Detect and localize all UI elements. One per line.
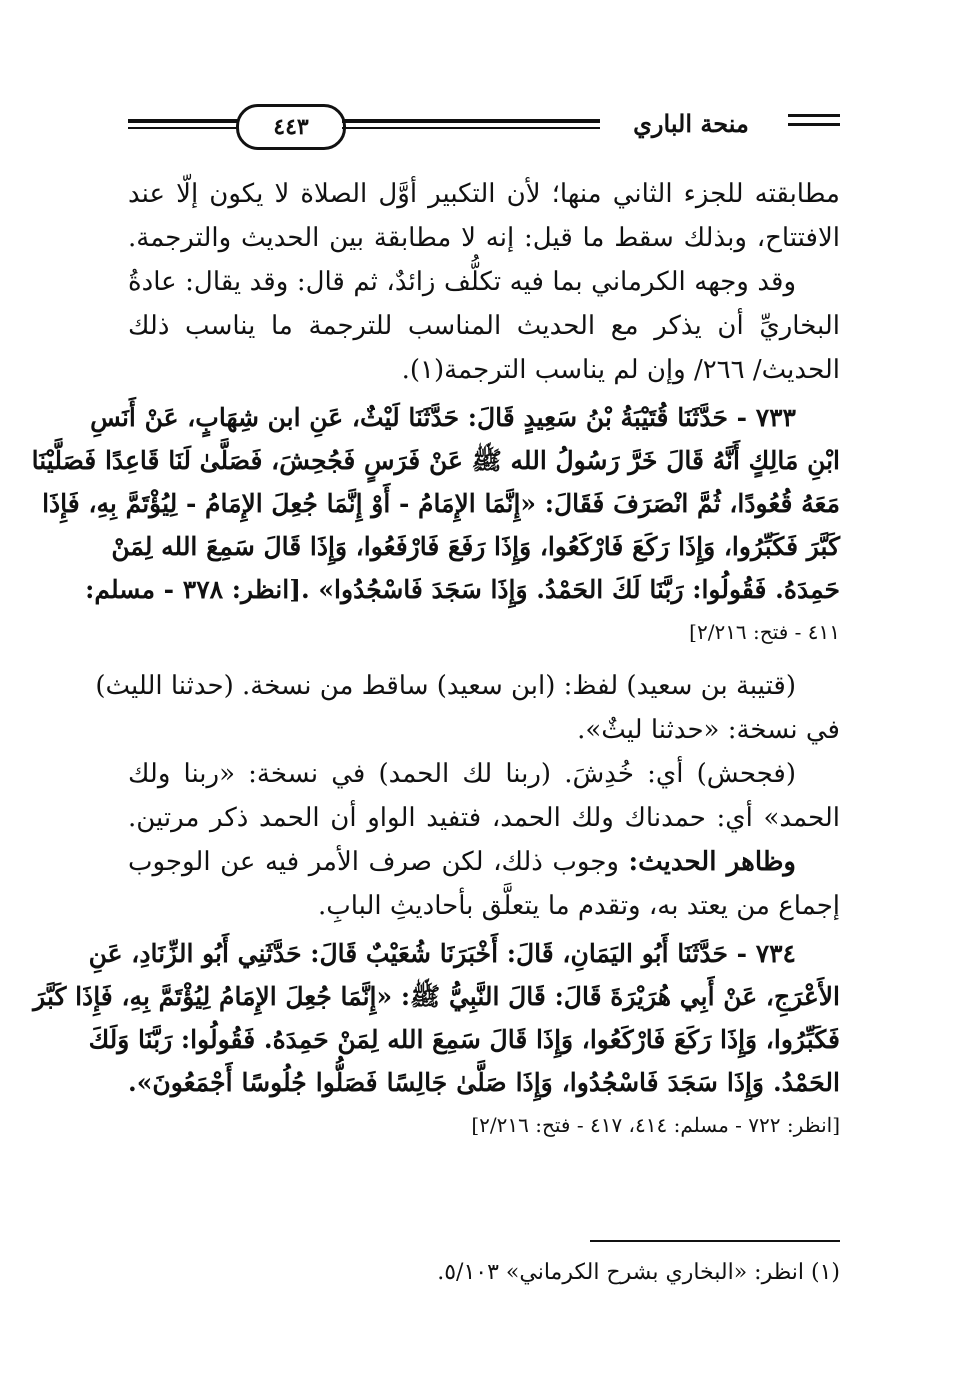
text-line: في نسخة: «حدثنا ليثٌ». (577, 715, 840, 745)
page-body (31, 172, 840, 1147)
header-rule (128, 127, 238, 129)
footnote: (١) انظر: «البخاري بشرح الكرماني» ٥/١٠٣. (437, 1260, 840, 1285)
header-rule (342, 119, 600, 123)
hadith-line: الأَعْرَجِ، عَنْ أَبِي هُرَيْرَةَ قَالَ: قَالَ النَّبِيُّ ﷺ: «إِنَّمَا جُعِلَ الإِمَامُ لِيُؤْتَمَّ بِهِ، فَإِذَا كَبَّرَ (33, 982, 840, 1011)
footnote-rule (590, 1240, 840, 1242)
hadith-line: حَمِدَهُ. فَقُولُوا: رَبَّنَا لَكَ الحَمْدُ. وَإِذَا سَجَدَ فَاسْجُدُوا» .[انظر: ٣٧٨ - مسلم: (85, 575, 840, 604)
header-rule (128, 119, 238, 123)
hadith-paragraph (33, 932, 840, 1147)
hadith-reference: [انظر: ٧٢٢ - مسلم: ٤١٤، ٤١٧ - فتح: ٢/٢١٦] (471, 1113, 840, 1137)
hadith-line: ٧٣٣ - حَدَّثَنَا قُتَيْبَةُ بْنُ سَعِيدٍ قَالَ: حَدَّثَنَا لَيْثٌ، عَنِ ابن شِهَابٍ، عَنْ أَنَسِ (90, 403, 796, 432)
hadith-line: ٧٣٤ - حَدَّثَنَا أَبُو اليَمَانِ، قَالَ: أَخْبَرَنَا شُعَيْبٌ قَالَ: حَدَّثَنِي أَبُو الزِّنَادِ، عَنِ (88, 939, 796, 968)
hadith-reference: ٤١١ - فتح: ٢/٢١٦] (689, 620, 840, 644)
text-line: الحديث/ ٢٦٦/ وإن لم يناسب الترجمة(١). (401, 355, 840, 385)
page-header (128, 100, 840, 156)
text-line: الافتتاح، وبذلك سقط ما قيل: إنه لا مطابقة بين الحديث والترجمة. (128, 223, 840, 253)
hadith-line: مَعَهُ قُعُودًا، ثُمَّ انْصَرَفَ فَقَالَ: «إِنَّمَا الإِمَامُ - أَوْ إِنَّمَا جُعِلَ الإِمَامُ - لِيُؤْتَمَّ بِهِ، فَإِذَا (42, 489, 840, 518)
book-title: منحة الباري (633, 109, 749, 138)
page-number: ٤٤٣ (236, 104, 346, 150)
header-rule (342, 127, 600, 129)
hadith-line: فَكَبِّرُوا، وَإِذَا رَكَعَ فَارْكَعُوا، وَإِذَا قَالَ سَمِعَ الله لِمَنْ حَمِدَهُ. فَقُولُوا: رَبَّنَا وَلَكَ (88, 1025, 840, 1054)
hadith-line: ابْنِ مَالِكٍ أَنَّهُ قَالَ خَرَّ رَسُولُ الله ﷺ عَنْ فَرَسٍ فَجُحِشَ، فَصَلَّىٰ لَنَا قَاعِدًا فَصَلَّيْنَا (31, 446, 840, 475)
header-rule (788, 114, 840, 117)
text-line: وقد وجهه الكرماني بما فيه تكلُّف زائدٌ، ثم قال: وقد يقال: عادةُ (128, 267, 796, 297)
hadith-paragraph (31, 396, 840, 654)
hadith-line: كَبَّرَ فَكَبِّرُوا، وَإِذَا رَكَعَ فَارْكَعُوا، وَإِذَا رَفَعَ فَارْفَعُوا، وَإِذَا قَالَ سَمِعَ الله لِمَنْ (111, 532, 840, 561)
paragraph (128, 260, 840, 392)
paragraph (128, 172, 840, 260)
spacer (128, 654, 840, 664)
text-line: (فجحش) أي: خُدِشَ. (ربنا لك الحمد) في نسخة: «ربنا ولك (128, 759, 796, 789)
paragraph (128, 840, 840, 928)
text-line (128, 840, 840, 884)
paragraph (128, 752, 840, 840)
paragraph (95, 664, 840, 752)
header-rule (788, 123, 840, 126)
text-line: مطابقته للجزء الثاني منها؛ لأن التكبير أوَّل الصلاة لا يكون إلّا عند (128, 179, 840, 209)
text-line: الحمد» أي: حمدناك ولك الحمد، فتفيد الواو أن الحمد ذكر مرتين. (128, 803, 840, 833)
text-line: البخاريِّ أن يذكر مع الحديث المناسب للترجمة ما يناسب ذلك (128, 311, 840, 341)
bold-lead: وظاهر الحديث: (628, 847, 796, 877)
text-run: وجوب ذلك، لكن صرف الأمر فيه عن الوجوب (128, 847, 629, 877)
text-line: (قتيبة بن سعيد) لفظ: (ابن سعيد) ساقط من نسخة. (حدثنا الليث) (95, 671, 796, 701)
hadith-line: الحَمْدُ. وَإِذَا سَجَدَ فَاسْجُدُوا، وَإِذَا صَلَّىٰ جَالِسًا فَصَلُّوا جُلُوسًا أَجْمَعُونَ». (128, 1068, 840, 1097)
text-line: إجماع من يعتد به، وتقدم ما يتعلَّق بأحاديثِ البابِ. (317, 891, 840, 921)
